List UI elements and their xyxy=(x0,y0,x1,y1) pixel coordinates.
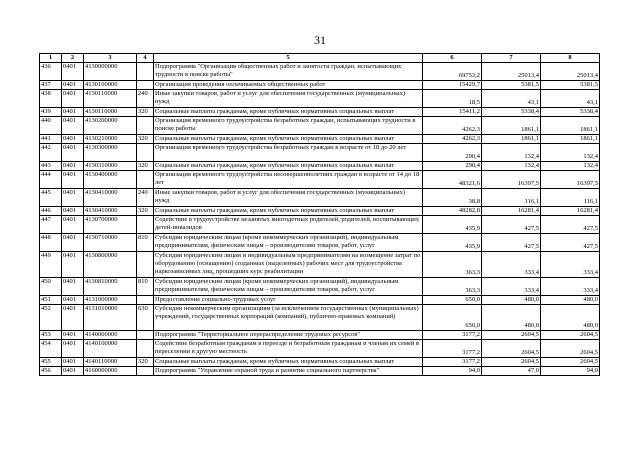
table-row xyxy=(40,331,600,340)
amount-year-1-cell: 38,8 xyxy=(423,189,482,207)
row-number-cell: 449 xyxy=(40,252,62,278)
amount-year-3-cell: 25013,4 xyxy=(541,63,600,81)
expense-type-cell xyxy=(137,171,154,189)
description-cell: Субсидии юридическим лицам (кроме некоммерческих организаций), индивидуальным предпринимателям, физическим лицам – производителям товаров, работ, услуг xyxy=(154,278,423,296)
row-number-cell: 452 xyxy=(40,305,62,331)
amount-year-3-cell: 2604,5 xyxy=(541,340,600,358)
row-number-cell: 448 xyxy=(40,234,62,252)
table-row xyxy=(40,90,600,108)
column-header: 2 xyxy=(62,54,84,63)
amount-year-2-cell: 16397,5 xyxy=(482,171,541,189)
amount-year-2-cell: 333,4 xyxy=(482,278,541,296)
table-row xyxy=(40,207,600,216)
description-cell: Социальные выплаты гражданам, кроме публичных нормативных социальных выплат xyxy=(154,135,423,144)
amount-year-1-cell: 48321,6 xyxy=(423,171,482,189)
amount-year-1-cell: 4262,3 xyxy=(423,117,482,135)
table-row xyxy=(40,117,600,135)
expense-type-cell: 320 xyxy=(137,162,154,171)
amount-year-3-cell: 16281,4 xyxy=(541,207,600,216)
description-cell: Содействие безработным гражданам в переезде и безработным гражданам и членам их семей в переселении в другую местность xyxy=(154,340,423,358)
target-article-cell: 4130310000 xyxy=(84,162,137,171)
section-code-cell: 0401 xyxy=(62,252,84,278)
section-code-cell: 0401 xyxy=(62,117,84,135)
table-row xyxy=(40,189,600,207)
section-code-cell: 0401 xyxy=(62,135,84,144)
table-row xyxy=(40,358,600,367)
expense-type-cell: 240 xyxy=(137,189,154,207)
amount-year-3-cell: 94,0 xyxy=(541,367,600,376)
amount-year-3-cell: 16397,5 xyxy=(541,171,600,189)
row-number-cell: 438 xyxy=(40,90,62,108)
amount-year-1-cell: 290,4 xyxy=(423,144,482,162)
amount-year-3-cell: 480,0 xyxy=(541,296,600,305)
row-number-cell: 447 xyxy=(40,216,62,234)
page-number: 31 xyxy=(314,33,326,47)
expense-type-cell xyxy=(137,63,154,81)
table-row xyxy=(40,216,600,234)
description-cell: Иные закупки товаров, работ и услуг для обеспечения государственных (муниципальных) нужд xyxy=(154,189,423,207)
description-cell: Субсидии юридическим лицам и индивидуальным предпринимателям на возмещение затрат по оборудованию (оснащению) созданных (выделенных) рабочих мест для трудоустройства наркозависимых лиц, прошедших курс реабилитации xyxy=(154,252,423,278)
description-cell: Субсидии юридическим лицам (кроме некоммерческих организаций), индивидуальным предпринимателям, физическим лицам – производителям товаров, работ, услуг xyxy=(154,234,423,252)
amount-year-3-cell: 333,4 xyxy=(541,278,600,296)
amount-year-3-cell: 1861,1 xyxy=(541,135,600,144)
description-cell: Социальные выплаты гражданам, кроме публичных нормативных социальных выплат xyxy=(154,358,423,367)
target-article-cell: 4140110000 xyxy=(84,358,137,367)
target-article-cell: 4130410000 xyxy=(84,207,137,216)
section-code-cell: 0401 xyxy=(62,331,84,340)
table-row xyxy=(40,63,600,81)
section-code-cell: 0401 xyxy=(62,207,84,216)
row-number-cell: 446 xyxy=(40,207,62,216)
target-article-cell: 4130410000 xyxy=(84,189,137,207)
target-article-cell: 4130110000 xyxy=(84,90,137,108)
table-row xyxy=(40,252,600,278)
amount-year-3-cell: 43,1 xyxy=(541,90,600,108)
target-article-cell: 4131000000 xyxy=(84,296,137,305)
column-header: 3 xyxy=(84,54,137,63)
amount-year-2-cell: 25013,4 xyxy=(482,63,541,81)
amount-year-1-cell: 15429,7 xyxy=(423,81,482,90)
table-row xyxy=(40,171,600,189)
section-code-cell: 0401 xyxy=(62,162,84,171)
section-code-cell: 0401 xyxy=(62,189,84,207)
description-cell: Иные закупки товаров, работ и услуг для обеспечения государственных (муниципальных) нужд xyxy=(154,90,423,108)
section-code-cell: 0401 xyxy=(62,90,84,108)
description-cell: Социальные выплаты гражданам, кроме публичных нормативных социальных выплат xyxy=(154,207,423,216)
target-article-cell: 4140100000 xyxy=(84,340,137,358)
target-article-cell: 4130110000 xyxy=(84,108,137,117)
table-row xyxy=(40,340,600,358)
description-cell: Подпрограмма "Управление охраной труда и развитие социального партнерства" xyxy=(154,367,423,376)
row-number-cell: 445 xyxy=(40,189,62,207)
row-number-cell: 453 xyxy=(40,331,62,340)
amount-year-1-cell: 4262,3 xyxy=(423,135,482,144)
description-cell: Организация временного трудоустройства безработных граждан в возрасте от 18 до 20 лет xyxy=(154,144,423,162)
amount-year-2-cell: 427,5 xyxy=(482,216,541,234)
section-code-cell: 0401 xyxy=(62,216,84,234)
amount-year-1-cell: 15411,2 xyxy=(423,108,482,117)
amount-year-3-cell: 333,4 xyxy=(541,252,600,278)
column-header: 6 xyxy=(423,54,482,63)
description-cell: Социальные выплаты гражданам, кроме публичных нормативных социальных выплат xyxy=(154,162,423,171)
column-header: 5 xyxy=(154,54,423,63)
expense-type-cell xyxy=(137,252,154,278)
section-code-cell: 0401 xyxy=(62,305,84,331)
table-row xyxy=(40,296,600,305)
table-row xyxy=(40,135,600,144)
expense-type-cell: 630 xyxy=(137,305,154,331)
expense-type-cell: 320 xyxy=(137,207,154,216)
amount-year-2-cell: 116,1 xyxy=(482,189,541,207)
amount-year-2-cell: 5381,5 xyxy=(482,81,541,90)
amount-year-2-cell: 5338,4 xyxy=(482,108,541,117)
amount-year-1-cell: 3177,2 xyxy=(423,358,482,367)
column-number-header xyxy=(40,54,600,63)
row-number-cell: 436 xyxy=(40,63,62,81)
amount-year-2-cell: 427,5 xyxy=(482,234,541,252)
description-cell: Организация временного трудоустройства несовершеннолетних граждан в возрасте от 14 до 18 лет xyxy=(154,171,423,189)
target-article-cell: 4130100000 xyxy=(84,81,137,90)
row-number-cell: 441 xyxy=(40,135,62,144)
section-code-cell: 0401 xyxy=(62,144,84,162)
expense-type-cell: 240 xyxy=(137,90,154,108)
target-article-cell: 4130200000 xyxy=(84,117,137,135)
expense-type-cell: 810 xyxy=(137,234,154,252)
row-number-cell: 443 xyxy=(40,162,62,171)
target-article-cell: 4130800000 xyxy=(84,252,137,278)
column-header: 8 xyxy=(541,54,600,63)
amount-year-3-cell: 427,5 xyxy=(541,234,600,252)
row-number-cell: 451 xyxy=(40,296,62,305)
row-number-cell: 455 xyxy=(40,358,62,367)
table-row xyxy=(40,367,600,376)
amount-year-1-cell: 363,3 xyxy=(423,278,482,296)
table-row xyxy=(40,144,600,162)
amount-year-3-cell: 480,0 xyxy=(541,305,600,331)
budget-table xyxy=(39,53,600,376)
target-article-cell: 4131010000 xyxy=(84,305,137,331)
section-code-cell: 0401 xyxy=(62,367,84,376)
amount-year-3-cell: 5381,5 xyxy=(541,81,600,90)
expense-type-cell: 320 xyxy=(137,135,154,144)
description-cell: Организация проведения оплачиваемых общественных работ xyxy=(154,81,423,90)
target-article-cell: 4130300000 xyxy=(84,144,137,162)
column-header: 4 xyxy=(137,54,154,63)
expense-type-cell xyxy=(137,216,154,234)
amount-year-2-cell: 1861,1 xyxy=(482,117,541,135)
description-cell: Подпрограмма "Организация общественных работ и занятости граждан, испытывающих трудности в поиске работы" xyxy=(154,63,423,81)
description-cell: Подпрограмма "Территориальное перераспределение трудовых ресурсов" xyxy=(154,331,423,340)
amount-year-1-cell: 69753,2 xyxy=(423,63,482,81)
table-row xyxy=(40,234,600,252)
amount-year-2-cell: 1861,1 xyxy=(482,135,541,144)
expense-type-cell xyxy=(137,296,154,305)
table-row xyxy=(40,162,600,171)
column-header: 7 xyxy=(482,54,541,63)
description-cell: Содействие в трудоустройстве незанятых многодетных родителей, родителей, воспитывающих детей-инвалидов xyxy=(154,216,423,234)
amount-year-2-cell: 2604,5 xyxy=(482,331,541,340)
amount-year-2-cell: 480,0 xyxy=(482,305,541,331)
row-number-cell: 439 xyxy=(40,108,62,117)
section-code-cell: 0401 xyxy=(62,81,84,90)
amount-year-1-cell: 94,0 xyxy=(423,367,482,376)
row-number-cell: 437 xyxy=(40,81,62,90)
amount-year-1-cell: 363,3 xyxy=(423,252,482,278)
section-code-cell: 0401 xyxy=(62,358,84,367)
amount-year-1-cell: 290,4 xyxy=(423,162,482,171)
expense-type-cell: 320 xyxy=(137,108,154,117)
section-code-cell: 0401 xyxy=(62,340,84,358)
amount-year-3-cell: 1861,1 xyxy=(541,117,600,135)
expense-type-cell xyxy=(137,367,154,376)
amount-year-1-cell: 18,5 xyxy=(423,90,482,108)
description-cell: Социальные выплаты гражданам, кроме публичных нормативных социальных выплат xyxy=(154,108,423,117)
expense-type-cell xyxy=(137,144,154,162)
amount-year-2-cell: 16281,4 xyxy=(482,207,541,216)
amount-year-2-cell: 132,4 xyxy=(482,162,541,171)
description-cell: Организация временного трудоустройства безработных граждан, испытывающих трудности в поиске работы xyxy=(154,117,423,135)
table-body xyxy=(40,63,600,376)
amount-year-2-cell: 43,1 xyxy=(482,90,541,108)
table-row xyxy=(40,278,600,296)
row-number-cell: 440 xyxy=(40,117,62,135)
row-number-cell: 454 xyxy=(40,340,62,358)
amount-year-3-cell: 5338,4 xyxy=(541,108,600,117)
section-code-cell: 0401 xyxy=(62,171,84,189)
target-article-cell: 4130700000 xyxy=(84,216,137,234)
amount-year-1-cell: 650,0 xyxy=(423,296,482,305)
expense-type-cell xyxy=(137,331,154,340)
expense-type-cell xyxy=(137,117,154,135)
amount-year-3-cell: 2604,5 xyxy=(541,331,600,340)
section-code-cell: 0401 xyxy=(62,108,84,117)
expense-type-cell xyxy=(137,340,154,358)
amount-year-2-cell: 333,4 xyxy=(482,252,541,278)
amount-year-1-cell: 3177,2 xyxy=(423,340,482,358)
amount-year-3-cell: 427,5 xyxy=(541,216,600,234)
amount-year-2-cell: 2604,5 xyxy=(482,358,541,367)
section-code-cell: 0401 xyxy=(62,234,84,252)
section-code-cell: 0401 xyxy=(62,278,84,296)
target-article-cell: 4140000000 xyxy=(84,331,137,340)
amount-year-3-cell: 132,4 xyxy=(541,144,600,162)
description-cell: Предоставление социально-трудовых услуг xyxy=(154,296,423,305)
row-number-cell: 442 xyxy=(40,144,62,162)
expense-type-cell: 810 xyxy=(137,278,154,296)
target-article-cell: 4130210000 xyxy=(84,135,137,144)
row-number-cell: 456 xyxy=(40,367,62,376)
expense-type-cell: 320 xyxy=(137,358,154,367)
table-row xyxy=(40,108,600,117)
amount-year-3-cell: 132,4 xyxy=(541,162,600,171)
amount-year-2-cell: 47,0 xyxy=(482,367,541,376)
column-header: 1 xyxy=(40,54,62,63)
table-row xyxy=(40,305,600,331)
target-article-cell: 4130810000 xyxy=(84,278,137,296)
target-article-cell: 4130000000 xyxy=(84,63,137,81)
table-row xyxy=(40,81,600,90)
amount-year-1-cell: 435,9 xyxy=(423,216,482,234)
amount-year-1-cell: 48282,8 xyxy=(423,207,482,216)
amount-year-1-cell: 650,0 xyxy=(423,305,482,331)
amount-year-1-cell: 3177,2 xyxy=(423,331,482,340)
amount-year-2-cell: 132,4 xyxy=(482,144,541,162)
target-article-cell: 4130400000 xyxy=(84,171,137,189)
target-article-cell: 4160000000 xyxy=(84,367,137,376)
amount-year-2-cell: 2604,5 xyxy=(482,340,541,358)
section-code-cell: 0401 xyxy=(62,296,84,305)
section-code-cell: 0401 xyxy=(62,63,84,81)
amount-year-2-cell: 480,0 xyxy=(482,296,541,305)
description-cell: Субсидии некоммерческим организациям (за исключением государственных (муниципальных) учреждений, государственных корпораций (компаний), публично-правовых компаний) xyxy=(154,305,423,331)
amount-year-1-cell: 435,9 xyxy=(423,234,482,252)
row-number-cell: 450 xyxy=(40,278,62,296)
amount-year-3-cell: 116,1 xyxy=(541,189,600,207)
target-article-cell: 4130710000 xyxy=(84,234,137,252)
expense-type-cell xyxy=(137,81,154,90)
amount-year-3-cell: 2604,5 xyxy=(541,358,600,367)
row-number-cell: 444 xyxy=(40,171,62,189)
